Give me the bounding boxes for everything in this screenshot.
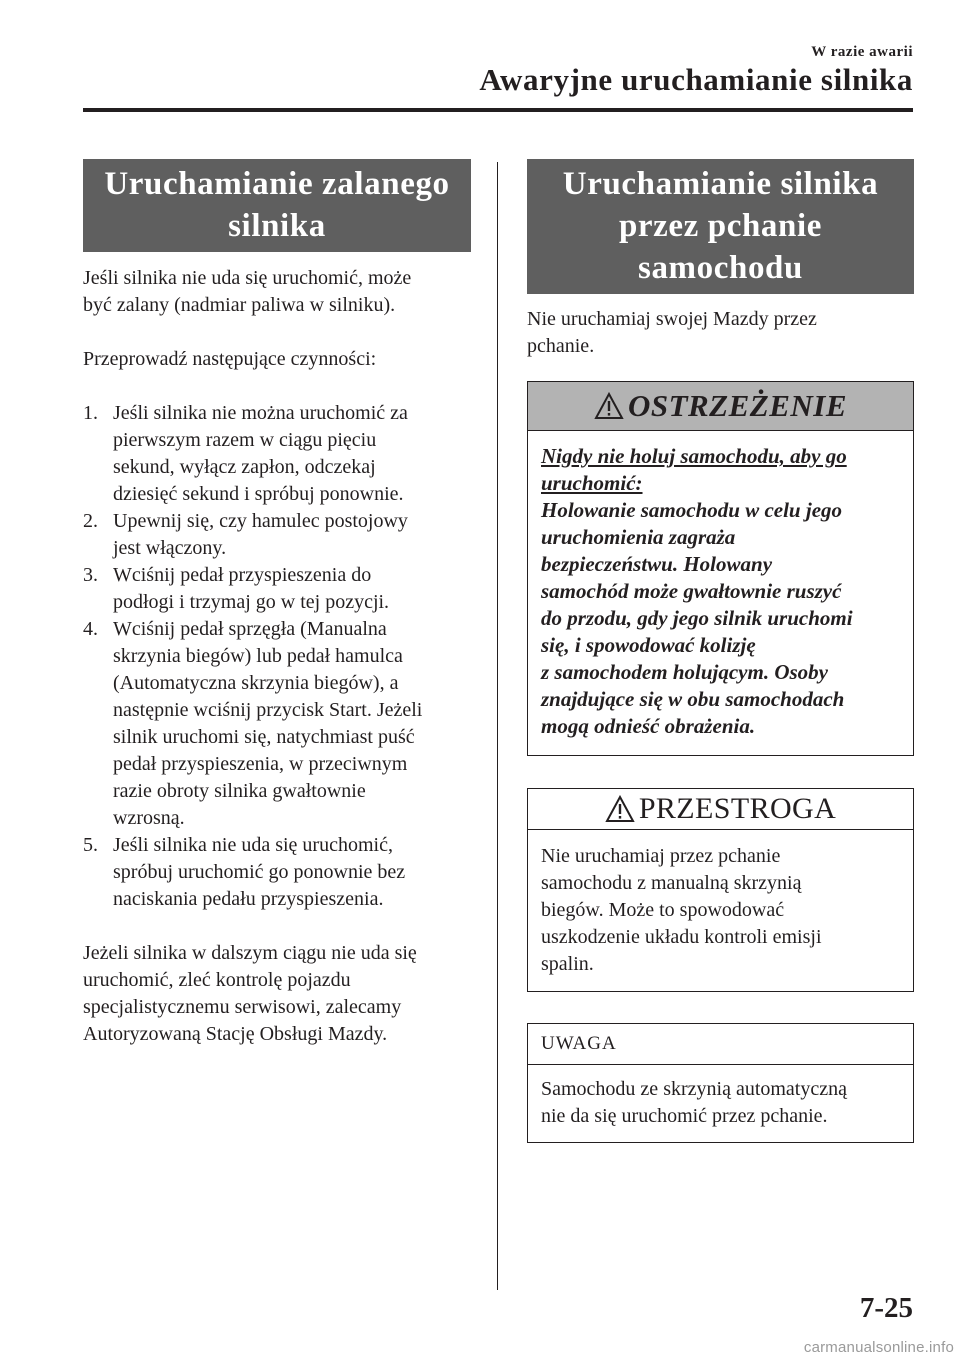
list-item (83, 400, 471, 508)
text-line: mogą odnieść obrażenia. (541, 714, 756, 738)
step-number: 3. (83, 564, 98, 586)
caution-title: PRZESTROGA (638, 792, 837, 825)
text-line: uszkodzenie układu kontroli emisji (541, 926, 822, 948)
list-item (83, 832, 471, 913)
text-line: Samochodu ze skrzynią automatyczną (541, 1078, 847, 1100)
text-line: biegów. Może to spowodować (541, 899, 785, 921)
warning-title: OSTRZEŻENIE (627, 388, 848, 423)
caution-triangle-icon (605, 795, 635, 823)
heading-line: Uruchamianie zalanego (104, 166, 450, 202)
step-line: Jeśli silnika nie można uruchomić za (113, 402, 408, 424)
step-line: pierwszym razem w ciągu pięciu (113, 429, 377, 451)
list-item (83, 616, 471, 832)
text-line: pchanie. (527, 335, 595, 357)
text-line: Nie uruchamiaj przez pchanie (541, 845, 781, 867)
step-number: 4. (83, 618, 98, 640)
note-box (527, 1023, 914, 1143)
step-line: Jeśli silnika nie uda się uruchomić, (113, 834, 393, 856)
warning-body (528, 431, 913, 755)
heading-line: Uruchamianie silnika (562, 166, 879, 202)
text-line: Jeżeli silnika w dalszym ciągu nie uda się (83, 942, 417, 964)
text-line: samochód może gwałtownie ruszyć (541, 579, 842, 603)
text-line: Autoryzowaną Stację Obsługi Mazdy. (83, 1023, 388, 1045)
step-line: Wciśnij pedał przyspieszenia do (113, 564, 372, 586)
warning-header (528, 382, 913, 431)
warning-subtitle-line-2 (541, 470, 900, 497)
step-line: Wciśnij pedał sprzęgła (Manualna (113, 618, 387, 640)
header-chapter-title: Awaryjne uruchamianie silnika (479, 62, 913, 97)
list-item (83, 508, 471, 562)
caution-box (527, 788, 914, 992)
push-start-intro (527, 306, 914, 360)
step-number: 2. (83, 510, 98, 532)
warning-box (527, 381, 914, 756)
text-line: uruchomić, zleć kontrolę pojazdu (83, 969, 351, 991)
heading-line: przez pchanie samochodu (618, 208, 822, 286)
step-line: następnie wciśnij przycisk Start. Jeżeli (113, 699, 423, 721)
text-line: z samochodem holującym. Osoby (541, 660, 828, 684)
text-line: samochodu z manualną skrzynią (541, 872, 802, 894)
note-title: UWAGA (541, 1033, 617, 1054)
text-line: spalin. (541, 953, 594, 975)
step-line: jest włączony. (113, 537, 227, 559)
step-number: 5. (83, 834, 98, 856)
text-line: specjalistycznemu serwisowi, zalecamy (83, 996, 402, 1018)
step-line: skrzynia biegów) lub pedał hamulca (113, 645, 403, 667)
flooded-intro-paragraph (83, 265, 471, 319)
warning-subtitle: uruchomić: (541, 471, 643, 495)
right-column (527, 159, 914, 1143)
text-line: Holowanie samochodu w celu jego (541, 498, 843, 522)
text-line: Jeśli silnika nie uda się uruchomić, może (83, 267, 412, 289)
page-number: 7-25 (859, 1292, 913, 1324)
step-line: wzrosną. (113, 807, 185, 829)
steps-intro: Przeprowadź następujące czynności: (83, 348, 377, 370)
text-line: znajdujące się w obu samochodach (541, 687, 845, 711)
flooded-engine-heading (83, 159, 471, 252)
warning-subtitle-line-1 (541, 443, 900, 470)
header-rule (83, 108, 913, 112)
list-item (83, 562, 471, 616)
left-column (83, 159, 471, 1048)
step-number: 1. (83, 402, 98, 424)
note-header (528, 1024, 913, 1065)
text-line: do przodu, gdy jego silnik uruchomi (541, 606, 853, 630)
step-line: podłogi i trzymaj go w tej pozycji. (113, 591, 390, 613)
step-line: pedał przyspieszenia, w przeciwnym (113, 753, 408, 775)
closing-paragraph (83, 940, 471, 1048)
step-line: (Automatyczna skrzynia biegów), a (113, 672, 399, 694)
text-line: Nie uruchamiaj swojej Mazdy przez (527, 308, 817, 330)
warning-subtitle: Nigdy nie holuj samochodu, aby go (541, 444, 847, 468)
note-body (528, 1065, 913, 1142)
step-line: dziesięć sekund i spróbuj ponownie. (113, 483, 404, 505)
text-line: być zalany (nadmiar paliwa w silniku). (83, 294, 396, 316)
steps-list (83, 400, 471, 913)
push-start-heading (527, 159, 914, 294)
header-section-label: W razie awarii (811, 44, 913, 60)
column-divider (497, 162, 498, 1290)
caution-header (528, 789, 913, 830)
warning-triangle-icon (594, 392, 624, 420)
step-line: razie obroty silnika gwałtownie (113, 780, 366, 802)
caution-body (528, 830, 913, 991)
text-line: bezpieczeństwu. Holowany (541, 552, 773, 576)
footer-watermark-url: carmanualsonline.info (803, 1339, 954, 1356)
text-line: się, i spowodować kolizję (541, 633, 756, 657)
text-line: uruchomienia zagraża (541, 525, 736, 549)
text-line: nie da się uruchomić przez pchanie. (541, 1105, 828, 1127)
heading-line: silnika (228, 208, 326, 244)
step-line: naciskania pedału przyspieszenia. (113, 888, 384, 910)
step-line: sekund, wyłącz zapłon, odczekaj (113, 456, 376, 478)
step-line: spróbuj uruchomić go ponownie bez (113, 861, 406, 883)
step-line: silnik uruchomi się, natychmiast puść (113, 726, 415, 748)
step-line: Upewnij się, czy hamulec postojowy (113, 510, 408, 532)
